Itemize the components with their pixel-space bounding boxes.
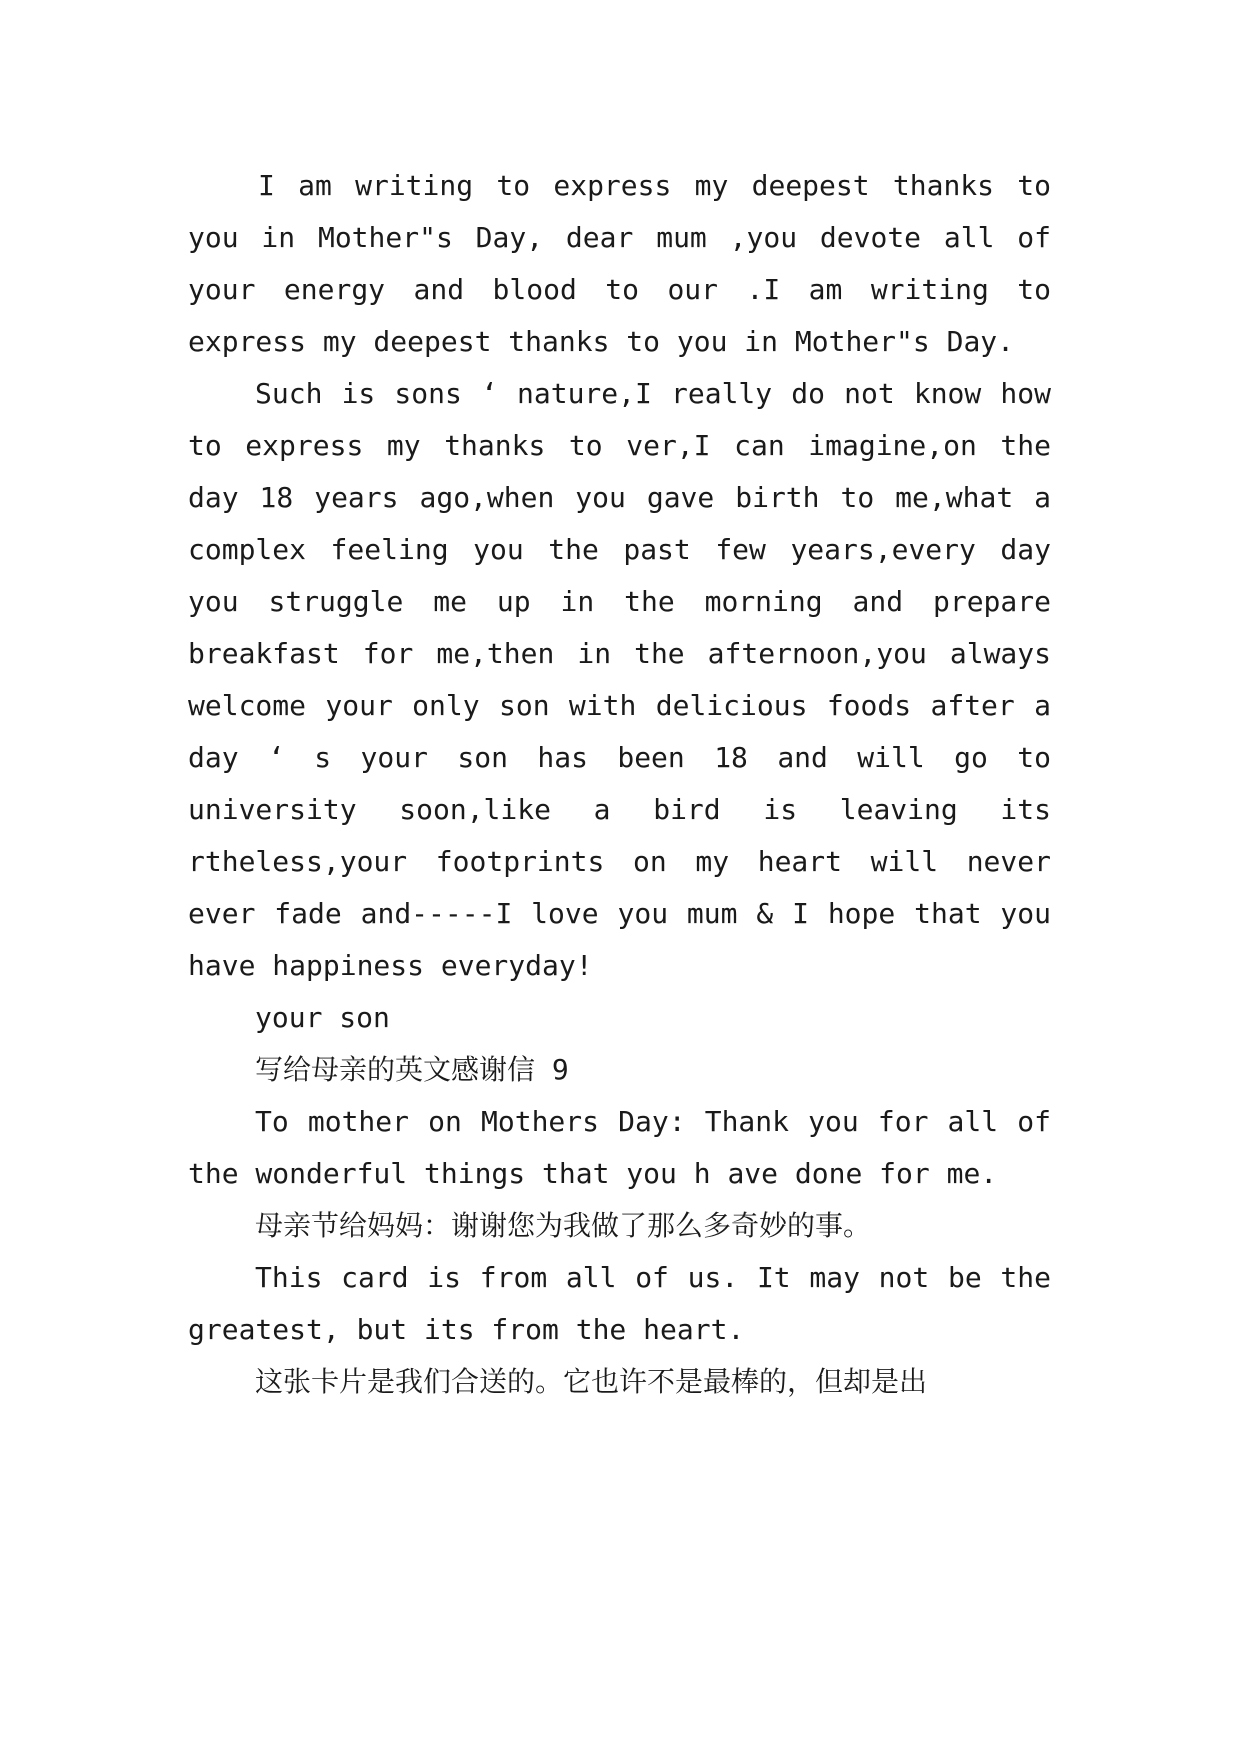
paragraph-1-line-2: you in Mother"s Day, dear mum ,you devote all of [188,221,1051,254]
paragraph-5-line-1: This card is from all of us. It may not be the [255,1261,1051,1294]
paragraph-3-line-1: To mother on Mothers Day: Thank you for all of [255,1105,1051,1138]
paragraph-2-line-12: have happiness everyday! [188,949,593,982]
paragraph-6-chinese: 这张卡片是我们合送的。它也许不是最棒的，但却是出 [255,1365,928,1398]
paragraph-2-line-1: Such is sons ‘ nature,I really do not know how [255,377,1051,410]
paragraph-5-line-2: greatest, but its from the heart. [188,1313,745,1346]
paragraph-2-line-10: rtheless,your footprints on my heart will never [188,845,1051,878]
paragraph-2-line-9: university soon,like a bird is leaving its [188,793,1051,826]
paragraph-2-line-6: breakfast for me,then in the afternoon,you always [188,637,1051,670]
paragraph-1-line-3: your energy and blood to our .I am writing to [188,273,1051,306]
paragraph-2-line-5: you struggle me up in the morning and prepare [188,585,1051,618]
section-heading: 写给母亲的英文感谢信 9 [255,1053,569,1086]
paragraph-4-chinese: 母亲节给妈妈：谢谢您为我做了那么多奇妙的事。 [255,1209,872,1242]
paragraph-1-line-1: I am writing to express my deepest thanks to [258,169,1051,202]
paragraph-3-line-2: the wonderful things that you h ave done for me. [188,1157,998,1190]
paragraph-2-line-11: ever fade and-----I love you mum & I hope that you [188,897,1051,930]
paragraph-2-line-7: welcome your only son with delicious foods after a [188,689,1051,722]
paragraph-2-line-3: day 18 years ago,when you gave birth to me,what a [188,481,1051,514]
paragraph-2-line-8: day ‘ s your son has been 18 and will go to [188,741,1051,774]
signature-line: your son [255,1001,390,1034]
paragraph-1-line-4: express my deepest thanks to you in Mother"s Day. [188,325,1015,358]
paragraph-2-line-4: complex feeling you the past few years,every day [188,533,1051,566]
paragraph-2-line-2: to express my thanks to ver,I can imagine,on the [188,429,1051,462]
